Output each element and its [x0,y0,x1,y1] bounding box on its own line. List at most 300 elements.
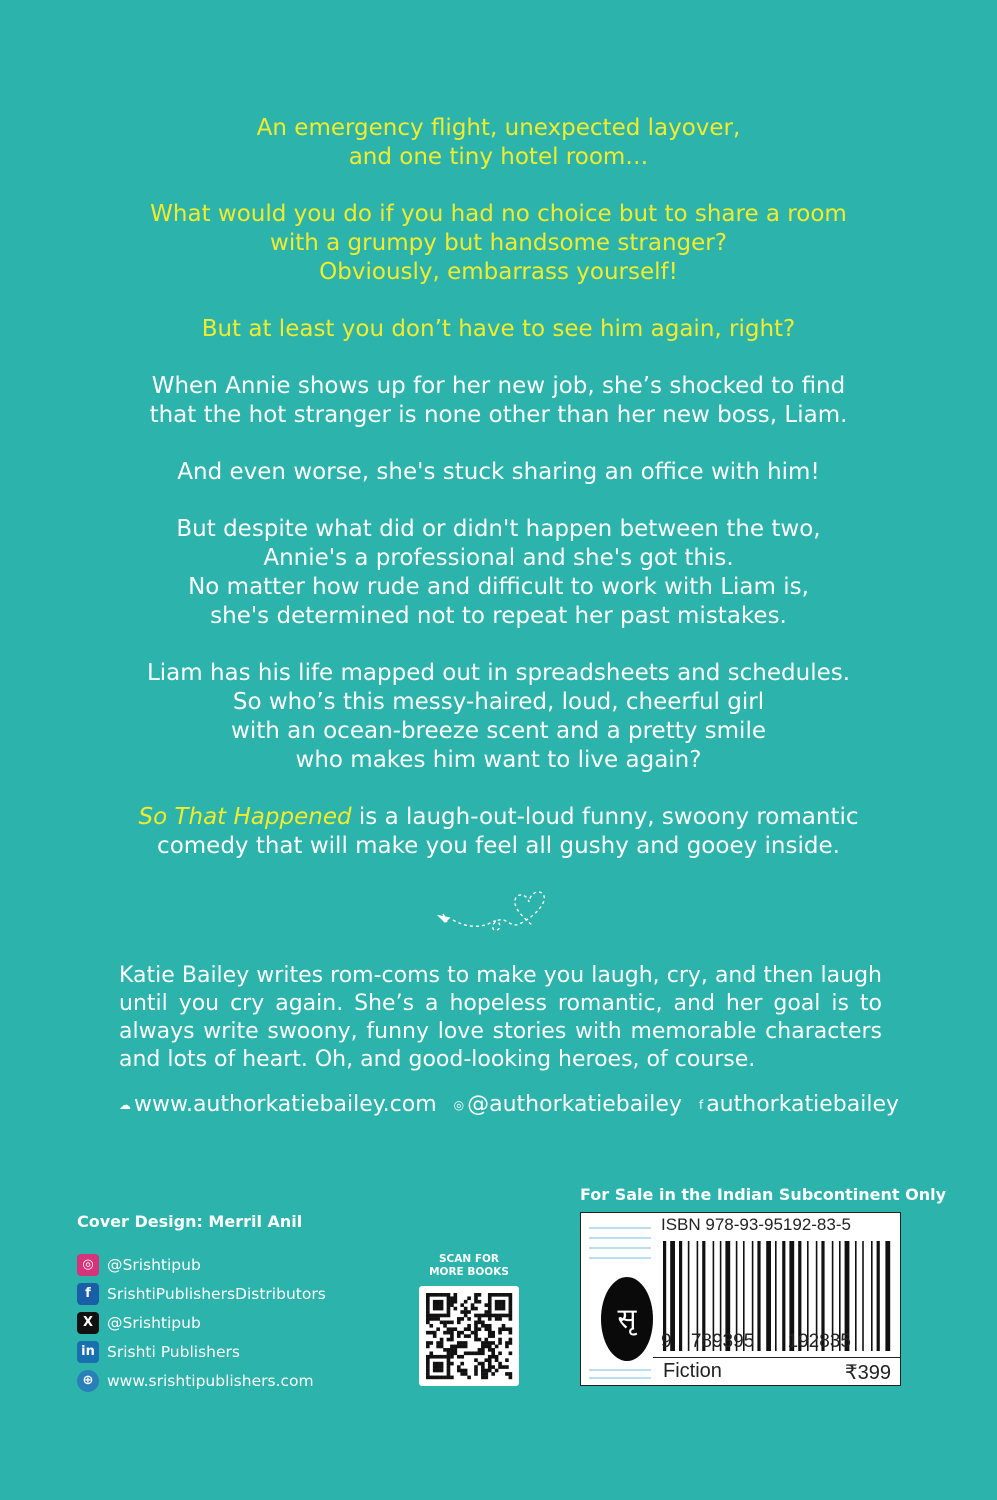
qr-module [495,1303,499,1307]
qr-module [505,1365,509,1369]
qr-module [464,1345,468,1349]
qr-module [440,1314,444,1318]
paragraph-5-line-1: is a laugh-out-loud funny, swoony romantic [351,804,859,830]
qr-module [426,1369,430,1373]
qr-module [488,1303,492,1307]
qr-module [484,1324,488,1328]
qr-module [498,1365,502,1369]
qr-module [474,1327,478,1331]
qr-module [447,1293,451,1297]
qr-module [471,1351,475,1355]
plane-heart-doodle-icon [437,888,557,940]
qr-module [474,1324,478,1328]
qr-module [471,1307,475,1311]
question [60,200,937,287]
qr-module [481,1365,485,1369]
qr-module [488,1310,492,1314]
qr-module [474,1372,478,1376]
qr-module [426,1317,430,1321]
qr-module [460,1345,464,1349]
qr-module [429,1355,433,1359]
qr-module [450,1376,454,1380]
author-facebook-link[interactable]: authorkatiebailey [706,1092,900,1117]
qr-module [467,1317,471,1321]
qr-module [433,1369,437,1373]
qr-module [481,1362,485,1366]
author-bio [119,962,882,1074]
qr-module [495,1307,499,1311]
qr-module [457,1317,461,1321]
qr-module [481,1369,485,1373]
qr-module [484,1345,488,1349]
qr-module [481,1341,485,1345]
qr-module [478,1327,482,1331]
publisher-linkedin-label: Srishti Publishers [107,1342,240,1361]
qr-module [498,1300,502,1304]
qr-module [443,1331,447,1335]
qr-module [450,1300,454,1304]
qr-module [433,1307,437,1311]
qr-module [467,1310,471,1314]
qr-module [433,1376,437,1380]
qr-module [450,1345,454,1349]
qr-module [426,1314,430,1318]
qr-module [484,1314,488,1318]
qr-module [450,1362,454,1366]
qr-code-icon [419,1286,519,1386]
qr-module [502,1314,506,1318]
publisher-x[interactable] [77,1308,326,1337]
qr-module [429,1351,433,1355]
qr-module [491,1293,495,1297]
qr-module [478,1362,482,1366]
qr-module [426,1365,430,1369]
qr-module [464,1351,468,1355]
qr-module [450,1338,454,1342]
paragraph-5 [60,803,937,861]
qr-module [509,1314,513,1318]
question-line-4: But at least you don’t have to see him again, right? [201,316,796,342]
qr-module [457,1369,461,1373]
qr-module [474,1296,478,1300]
qr-module [491,1314,495,1318]
qr-module [429,1293,433,1297]
qr-module [491,1351,495,1355]
qr-module [447,1355,451,1359]
qr-module [464,1307,468,1311]
barcode-digit-group-1: 789395 [690,1331,755,1352]
qr-module [505,1327,509,1331]
qr-module [467,1324,471,1328]
qr-module [488,1293,492,1297]
qr-module [457,1321,461,1325]
qr-module [433,1365,437,1369]
qr-module [426,1362,430,1366]
qr-module [484,1338,488,1342]
qr-module [440,1300,444,1304]
author-bio-text: writes rom-coms to make you laugh, cry, and then laugh until you cry again. She’s a hopeless romantic, and her goal is to always write swoony, funny love stories with memorable characters and lots of heart. Oh, and good-looking heroes, of course. [119,963,882,1072]
qr-module [433,1293,437,1297]
qr-module [509,1338,513,1342]
qr-module [429,1324,433,1328]
qr-module [491,1341,495,1345]
qr-module [509,1372,513,1376]
qr-module [450,1327,454,1331]
qr-module [467,1296,471,1300]
qr-module [440,1376,444,1380]
qr-module [440,1338,444,1342]
qr-module [426,1321,430,1325]
publisher-linkedin[interactable] [77,1337,326,1366]
qr-module [450,1296,454,1300]
blurb [60,114,937,889]
qr-module [474,1300,478,1304]
qr-module [447,1338,451,1342]
qr-module [474,1293,478,1297]
qr-module [502,1327,506,1331]
qr-module [464,1327,468,1331]
qr-module [491,1365,495,1369]
qr-module [484,1376,488,1380]
qr-module [464,1341,468,1345]
qr-module [474,1331,478,1335]
qr-module [478,1314,482,1318]
qr-module [484,1303,488,1307]
instagram-icon: ◎ [77,1254,99,1276]
paragraph-3-line-2: Annie's a professional and she's got this. [263,545,734,571]
qr-module [488,1300,492,1304]
qr-module [429,1314,433,1318]
qr-module [450,1348,454,1352]
paragraph-4-line-3: with an ocean-breeze scent and a pretty smile [231,718,766,744]
qr-module [488,1317,492,1321]
barcode-box [580,1212,901,1386]
qr-module [474,1321,478,1325]
question-line-3: Obviously, embarrass yourself! [319,259,678,285]
qr-module [447,1372,451,1376]
qr-module [474,1369,478,1373]
qr-module [498,1327,502,1331]
qr-module [426,1293,430,1297]
qr-module [495,1355,499,1359]
qr-module [436,1314,440,1318]
qr-module [440,1341,444,1345]
qr-module [495,1358,499,1362]
qr-module [436,1376,440,1380]
qr-module [509,1293,513,1297]
qr-module [491,1331,495,1335]
qr-module [498,1303,502,1307]
hook [60,114,937,172]
qr-module [460,1355,464,1359]
qr-module [502,1365,506,1369]
qr-module [447,1369,451,1373]
qr-module [447,1351,451,1355]
publisher-logo-icon: सृ [601,1277,653,1361]
qr-module [443,1348,447,1352]
qr-module [488,1358,492,1362]
qr-module [433,1303,437,1307]
qr-module [436,1303,440,1307]
qr-module [447,1327,451,1331]
qr-module [440,1365,444,1369]
qr-module [454,1345,458,1349]
author-instagram-link[interactable]: @authorkatiebailey [467,1092,682,1117]
qr-module [502,1293,506,1297]
qr-module [491,1355,495,1359]
price-row [653,1357,901,1386]
paragraph-1-line-1: When Annie shows up for her new job, she’s shocked to find [151,373,846,399]
qr-module [478,1300,482,1304]
qr-module [488,1314,492,1318]
publisher-instagram[interactable] [77,1250,326,1279]
qr-module [474,1351,478,1355]
globe-icon: ⊕ [77,1370,99,1392]
qr-module [498,1331,502,1335]
qr-module [464,1300,468,1304]
qr-module [464,1310,468,1314]
qr-module [450,1331,454,1335]
qr-module [447,1307,451,1311]
qr-module [440,1345,444,1349]
qr-module [467,1351,471,1355]
qr-module [457,1345,461,1349]
website-icon: ☁ [119,1098,131,1112]
qr-module [495,1300,499,1304]
cover-design-credit: Cover Design: Merril Anil [77,1212,303,1231]
qr-module [488,1365,492,1369]
qr-module [471,1303,475,1307]
qr-module [478,1317,482,1321]
facebook-icon: f [698,1098,704,1112]
qr-module [436,1307,440,1311]
qr-module [440,1293,444,1297]
publisher-logo [589,1219,651,1379]
qr-module [460,1303,464,1307]
publisher-website[interactable] [77,1366,326,1395]
qr-module [440,1321,444,1325]
qr-module [509,1327,513,1331]
qr-module [426,1372,430,1376]
qr-module [460,1341,464,1345]
qr-module [426,1376,430,1380]
sale-notice: For Sale in the Indian Subcontinent Only [580,1185,947,1204]
qr-module [454,1351,458,1355]
qr-module [488,1324,492,1328]
price-label: ₹399 [844,1362,891,1384]
publisher-social [77,1250,326,1395]
qr-module [502,1307,506,1311]
book-title: So That Happened [138,804,352,830]
qr-module [491,1372,495,1376]
qr-module [498,1338,502,1342]
qr-module [509,1303,513,1307]
qr-module [474,1307,478,1311]
qr-module [450,1351,454,1355]
qr-module [488,1369,492,1373]
linkedin-icon: in [77,1341,99,1363]
qr-module [498,1341,502,1345]
qr-module [488,1362,492,1366]
qr-module [450,1355,454,1359]
paragraph-1 [60,372,937,430]
qr-module [426,1303,430,1307]
qr-module [436,1317,440,1321]
isbn-text: ISBN 978-93-95192-83-5 [661,1215,851,1234]
qr-module [471,1331,475,1335]
qr-module [433,1331,437,1335]
qr-module [454,1348,458,1352]
publisher-facebook[interactable] [77,1279,326,1308]
qr-module [443,1355,447,1359]
qr-module [426,1307,430,1311]
qr-module [440,1355,444,1359]
qr-module [495,1317,499,1321]
qr-module [460,1369,464,1373]
qr-module [488,1307,492,1311]
qr-module [447,1300,451,1304]
qr-module [509,1310,513,1314]
qr-label-line-2: MORE BOOKS [429,1266,509,1278]
paragraph-4 [60,659,937,775]
qr-module [447,1314,451,1318]
qr-module [433,1314,437,1318]
qr-module [457,1355,461,1359]
qr-module [498,1317,502,1321]
qr-module [481,1324,485,1328]
qr-module [467,1376,471,1380]
qr-module [454,1300,458,1304]
qr-module [478,1351,482,1355]
qr-module [495,1369,499,1373]
qr-module [478,1338,482,1342]
qr-module [457,1331,461,1335]
qr-module [488,1334,492,1338]
qr-module [509,1296,513,1300]
qr-module [454,1296,458,1300]
qr-module [474,1334,478,1338]
qr-label-line-1: SCAN FOR [438,1253,500,1265]
qr-module [440,1307,444,1311]
qr-module [488,1341,492,1345]
qr-module [498,1351,502,1355]
qr-module [447,1365,451,1369]
qr-module [457,1334,461,1338]
qr-module [460,1331,464,1335]
qr-module [467,1334,471,1338]
qr-module [436,1355,440,1359]
qr-module [436,1362,440,1366]
qr-module [505,1341,509,1345]
paragraph-4-line-2: So who’s this messy-haired, loud, cheerful girl [232,689,765,715]
qr-module [429,1376,433,1380]
qr-module [436,1300,440,1304]
qr-module [440,1303,444,1307]
qr-module [484,1310,488,1314]
qr-module [478,1348,482,1352]
qr-module [460,1372,464,1376]
genre-label: Fiction [663,1360,722,1382]
publisher-website-label: www.srishtipublishers.com [107,1371,314,1390]
qr-module [481,1376,485,1380]
qr-module [481,1345,485,1349]
qr-module [443,1293,447,1297]
qr-module [464,1334,468,1338]
qr-module [436,1327,440,1331]
qr-module [488,1331,492,1335]
author-website-link[interactable]: www.authorkatiebailey.com [134,1092,437,1117]
qr-module [474,1365,478,1369]
qr-module [433,1317,437,1321]
qr-module [495,1293,499,1297]
qr-module [498,1307,502,1311]
qr-module [433,1334,437,1338]
publisher-x-label: @Srishtipub [107,1313,201,1332]
qr-module [484,1341,488,1345]
qr-module [436,1365,440,1369]
qr-module [426,1358,430,1362]
qr-module [509,1300,513,1304]
qr-module [509,1331,513,1335]
qr-module [436,1369,440,1373]
question-line-1: What would you do if you had no choice but to share a room [150,201,847,227]
barcode-digit-lead: 9 [661,1331,672,1352]
qr-module [498,1314,502,1318]
qr-module [488,1355,492,1359]
paragraph-3-line-4: she's determined not to repeat her past mistakes. [210,603,787,629]
qr-module [426,1296,430,1300]
qr-module [426,1345,430,1349]
paragraph-2 [60,458,937,487]
qr-module [454,1327,458,1331]
qr-module [443,1321,447,1325]
qr-module [478,1293,482,1297]
qr-module [481,1314,485,1318]
paragraph-1-line-2: that the hot stranger is none other than her new boss, Liam. [149,402,848,428]
qr-module [481,1348,485,1352]
qr-code[interactable] [419,1286,519,1386]
qr-module [433,1355,437,1359]
qr-module [478,1321,482,1325]
paragraph-3 [60,515,937,631]
qr-module [505,1314,509,1318]
qr-label [419,1253,519,1279]
qr-module [474,1358,478,1362]
author-name: Katie Bailey [119,963,250,988]
qr-module [481,1351,485,1355]
qr-module [498,1293,502,1297]
qr-module [454,1307,458,1311]
qr-module [484,1327,488,1331]
qr-module [440,1369,444,1373]
qr-module [464,1372,468,1376]
qr-module [447,1321,451,1325]
qr-module [443,1314,447,1318]
qr-module [447,1362,451,1366]
instagram-icon: ◎ [453,1098,465,1112]
hook-line-1: An emergency flight, unexpected layover, [256,115,741,141]
qr-module [457,1341,461,1345]
qr-module [481,1321,485,1325]
paragraph-4-line-4: who makes him want to live again? [295,747,702,773]
qr-module [447,1348,451,1352]
qr-module [460,1362,464,1366]
qr-module [488,1327,492,1331]
qr-module [502,1303,506,1307]
qr-section [419,1253,519,1386]
barcode-digits [661,1331,893,1353]
paragraph-4-line-1: Liam has his life mapped out in spreadsheets and schedules. [146,660,851,686]
